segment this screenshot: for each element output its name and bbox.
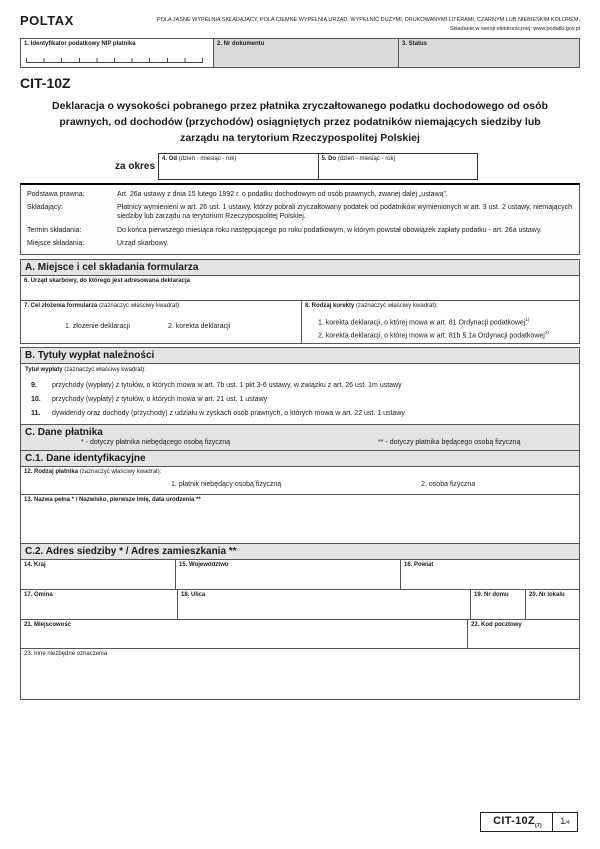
- field-16-powiat[interactable]: [401, 560, 579, 589]
- field-4-od[interactable]: [159, 154, 319, 179]
- tytul-wyplaty-label-bold: Tytuł wypłaty: [25, 366, 63, 373]
- field-2-label: 2. Nr dokumentu: [217, 41, 265, 47]
- page-footer: [480, 812, 578, 832]
- section-a-header: A. Miejsce i cel składania formularza: [20, 259, 580, 276]
- field-16-label: 16. Powiat: [404, 562, 434, 569]
- field-21-miejscowosc[interactable]: [21, 620, 468, 648]
- field-14-kraj[interactable]: [21, 560, 176, 589]
- option-zlozenie-deklaracji[interactable]: 1. złożenie deklaracji: [65, 322, 130, 330]
- tytul-wyplaty-label: [24, 366, 576, 375]
- legal-label: Miejsce składania:: [27, 239, 85, 247]
- field-8-hint: (zaznaczyć właściwy kwadrat):: [356, 302, 438, 309]
- field-1-nip: [21, 39, 213, 67]
- footer-page-number: [553, 813, 577, 831]
- section-b-box: [20, 363, 580, 425]
- option-korekta-art-81-text: 1. korekta deklaracji, o której mowa w art. 81 Ordynacji podatkowej: [318, 318, 526, 326]
- item-text: przychody (wypłaty) z tytułów, o których mowa w art. 21 ust. 1 ustawy: [52, 395, 268, 403]
- section-c2-header: C.2. Adres siedziby * / Adres zamieszkania **: [20, 543, 580, 560]
- field-1-label: 1. Identyfikator podatkowy NIP płatnika: [24, 41, 136, 47]
- payment-title-row-10[interactable]: [24, 396, 576, 403]
- address-row-1: [20, 559, 580, 590]
- field-5-label: 5. Do: [321, 156, 337, 163]
- section-b-header: B. Tytuły wypłat należności: [20, 347, 580, 364]
- field-18-label: 18. Ulica: [181, 592, 206, 599]
- field-3-label: 3. Status: [402, 41, 428, 47]
- section-c-title: C. Dane płatnika: [25, 426, 103, 438]
- field-20-label: 20. Nr lokalu: [529, 592, 565, 599]
- field-6-urzad-skarbowy[interactable]: [20, 275, 580, 301]
- section-c1-header: C.1. Dane identyfikacyjne: [20, 450, 580, 467]
- option-platnik-niebedacy-osoba-fizyczna[interactable]: 1. płatnik niebędący osobą fizyczną: [171, 481, 282, 489]
- footer-page-total: /4: [565, 820, 570, 826]
- field-7-cel-zlozenia: [21, 301, 302, 343]
- field-23-inne-oznaczenia[interactable]: [20, 648, 580, 700]
- field-12-label: [21, 467, 579, 479]
- legal-row-termin: [25, 226, 575, 235]
- item-text: przychody (wypłaty) z tytułów, o których mowa w art. 7b ust. 1 pkt 3-6 ustawy, w związku z art. 26 ust. 1m ustawy: [52, 381, 402, 389]
- form-code-heading: CIT-10Z: [20, 75, 71, 91]
- option-korekta-art-81[interactable]: [302, 317, 579, 326]
- field-19-nr-domu[interactable]: [471, 590, 526, 619]
- field-20-nr-lokalu[interactable]: [526, 590, 579, 619]
- poltax-logo: POLTAX: [20, 13, 74, 28]
- field-15-label: 15. Województwo: [179, 562, 229, 569]
- field-12-label-bold: 12. Rodzaj płatnika: [24, 468, 79, 475]
- legal-text: Do końca pierwszego miesiąca roku następującego po roku podatkowym, w którym powstał obowiązek zapłaty podatku - art. 26a ustawy.: [117, 226, 542, 234]
- legal-info-box: [20, 183, 580, 254]
- field-17-gmina[interactable]: [21, 590, 178, 619]
- field-18-ulica[interactable]: [178, 590, 471, 619]
- nip-input[interactable]: [26, 56, 203, 63]
- option-osoba-fizyczna[interactable]: 2. osoba fizyczna: [421, 481, 476, 489]
- form-instructions: [157, 16, 580, 35]
- efiling-note: Składanie w wersji elektronicznej: www.podatki.gov.pl: [449, 26, 580, 33]
- legal-row-miejsce: [25, 239, 575, 248]
- footer-form-version: (7): [534, 823, 542, 830]
- asterisk-note-double: ** - dotyczy płatnika będącego osobą fizyczną: [378, 438, 521, 446]
- option-korekta-art-81b[interactable]: [302, 330, 579, 339]
- legal-text: Urząd skarbowy.: [117, 239, 169, 247]
- field-15-wojewodztwo[interactable]: [176, 560, 401, 589]
- legal-label: Podstawa prawna:: [27, 191, 85, 199]
- field-19-label: 19. Nr domu: [474, 592, 509, 599]
- legal-row-skladajacy: [25, 203, 575, 221]
- item-number: 10.: [31, 395, 41, 403]
- asterisk-note-single: * - dotyczy płatnika niebędącego osobą fizyczną: [81, 438, 231, 446]
- field-12-hint: (zaznaczyć właściwy kwadrat):: [79, 468, 162, 475]
- legal-text: Art. 26a ustawy z dnia 15 lutego 1992 r. o podatku dochodowym od osób prawnych, zwanej dalej „ustawą”.: [117, 191, 448, 199]
- field-21-label: 21. Miejscowość: [24, 622, 72, 629]
- field-3-status: [398, 39, 579, 67]
- field-14-label: 14. Kraj: [24, 562, 46, 569]
- legal-label: Termin składania:: [27, 226, 82, 234]
- instructions-line: POLA JASNE WYPEŁNIA SKŁADAJĄCY, POLA CIEMNE WYPEŁNIA URZĄD. WYPEŁNIĆ DUŻYMI, DRUKOWANYMI LITERAMI, CZARNYM LUB NIEBIESKIM KOLOREM.: [157, 17, 580, 23]
- footer-form-code: [481, 813, 553, 831]
- payment-title-row-11[interactable]: [24, 410, 576, 417]
- period-section: [20, 152, 580, 182]
- legal-text: Płatnicy wymienieni w art. 26 ust. 1 ustawy, którzy pobrali zryczałtowany podatek od podatników wymienionych w art. 3 ust. 2 ustawy, niemających siedziby lub zarządu na terytorium Rzeczypospolitej Polskiej.: [117, 204, 572, 221]
- section-c-header: [20, 424, 580, 451]
- field-8-rodzaj-korekty: [302, 301, 579, 343]
- tytul-wyplaty-hint: (zaznaczyć właściwy kwadrat):: [64, 366, 146, 373]
- field-7-hint: (zaznaczyć właściwy kwadrat):: [99, 302, 181, 309]
- address-row-3: [20, 619, 580, 649]
- footer-page-current: 1: [560, 816, 566, 826]
- field-7-label-bold: 7. Cel złożenia formularza: [24, 302, 98, 309]
- legal-label: Składający:: [27, 204, 63, 212]
- field-22-label: 22. Kod pocztowy: [471, 622, 522, 629]
- item-number: 11.: [31, 409, 41, 417]
- footnote-ref: 1): [525, 316, 530, 322]
- form-title: Deklaracja o wysokości pobranego przez płatnika zryczałtowanego podatku dochodowego od osób prawnych, od dochodów (przychodów) osiągniętych przez podatników niemających siedziby lub zarządu na terytorium Rzeczypospolitej Polskiej: [52, 100, 548, 144]
- field-23-label: 23. Inne niezbędne oznaczenia: [24, 651, 108, 658]
- field-5-hint: (dzień - miesiąc - rok): [337, 156, 396, 163]
- fields-7-8-row: [20, 300, 580, 344]
- period-label: za okres: [115, 161, 156, 173]
- legal-row-podstawa: [25, 190, 575, 199]
- field-8-label-bold: 8. Rodzaj korekty: [305, 302, 355, 309]
- field-4-hint: (dzień - miesiąc - rok): [178, 156, 237, 163]
- address-row-2: [20, 589, 580, 620]
- period-box: [158, 153, 478, 180]
- field-17-label: 17. Gmina: [24, 592, 53, 599]
- field-6-label: 6. Urząd skarbowy, do którego jest adresowana deklaracja: [24, 277, 190, 284]
- identification-row: [20, 38, 580, 68]
- field-12-rodzaj-platnika: [20, 466, 580, 496]
- field-4-label: 4. Od: [162, 156, 178, 163]
- field-13-label: 13. Nazwa pełna * / Nazwisko, pierwsze imię, data urodzenia **: [24, 497, 201, 504]
- item-text: dywidendy oraz dochody (przychody) z udziału w zyskach osób prawnych, o których mowa w art. 22 ust. 1 ustawy: [52, 409, 405, 417]
- field-8-label: [302, 301, 579, 313]
- field-7-label: [21, 301, 301, 313]
- field-2-nr-dokumentu: [213, 39, 398, 67]
- option-korekta-art-81b-text: 2. korekta deklaracji, o której mowa w art. 81b § 1a Ordynacji podatkowej: [318, 332, 545, 340]
- footnote-ref: 2): [544, 329, 549, 335]
- option-korekta-deklaracji[interactable]: 2. korekta deklaracji: [167, 322, 231, 330]
- field-5-do[interactable]: [319, 154, 478, 179]
- field-22-kod-pocztowy[interactable]: [468, 620, 579, 648]
- item-number: 9.: [31, 381, 37, 389]
- payment-title-row-9[interactable]: [24, 382, 576, 389]
- field-13-nazwa-pelna[interactable]: [20, 494, 580, 544]
- footer-form-code-text: CIT-10Z: [493, 815, 535, 827]
